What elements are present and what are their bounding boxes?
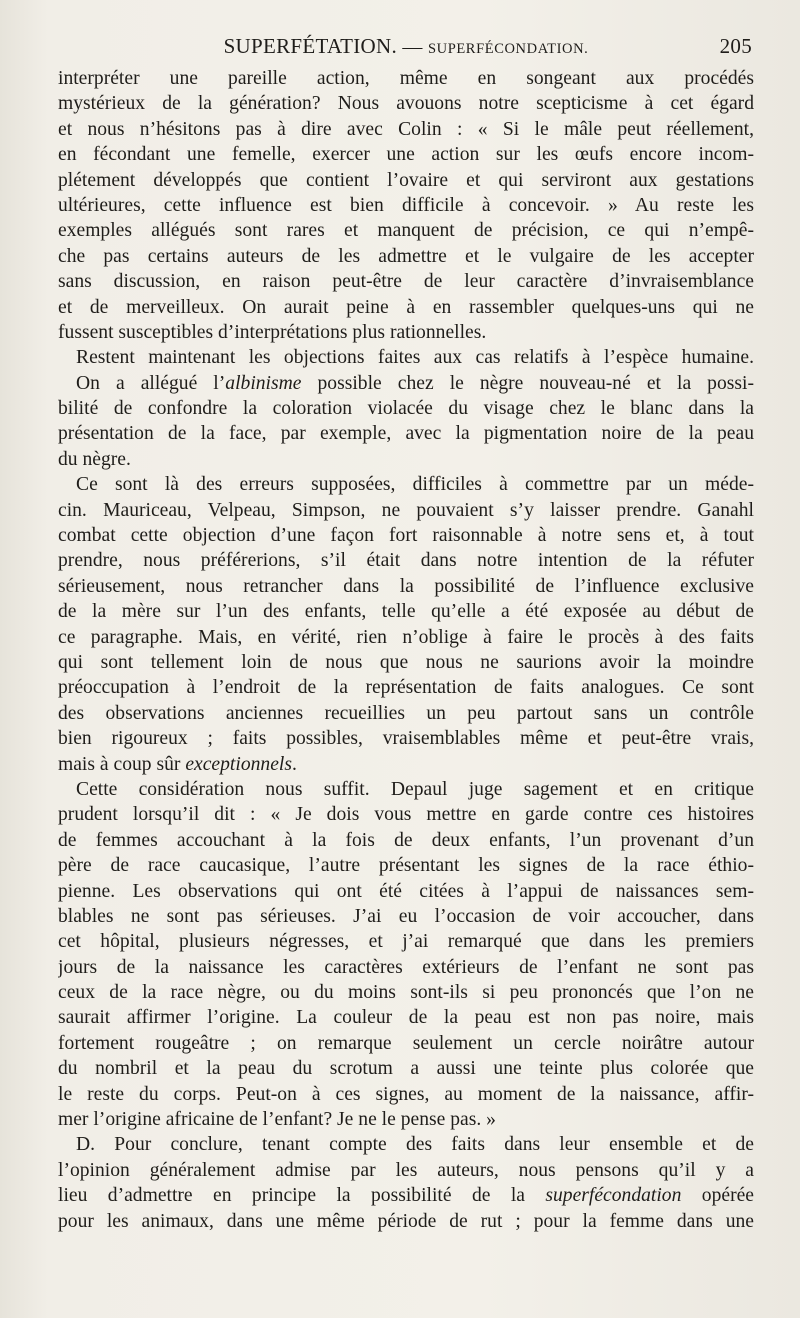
chapter-title: SUPERFÉTATION. — [223, 34, 398, 58]
text-line: Cette considération nous suffit. Depaul juge sagement et en critique — [76, 778, 754, 800]
header-dash: — — [402, 36, 423, 58]
text-line: préoccupation à l’endroit de la représentation de faits analogues. Ce sont — [58, 677, 754, 699]
page-body-text — [58, 66, 754, 1234]
text-line: qui sont tellement loin de nous que nous ne saurions avoir la moindre — [58, 651, 754, 673]
text-line: mystérieux de la génération? Nous avouons notre scepticisme à cet égard — [58, 93, 754, 115]
text-line: lieu d’admettre en principe la possibilité de la superfécondation opérée — [58, 1185, 754, 1207]
text-line: présentation de la face, par exemple, avec la pigmentation noire de la peau — [58, 423, 754, 445]
text-line: pienne. Les observations qui ont été citées à l’appui de naissances sem- — [58, 880, 754, 902]
text-line: prudent lorsqu’il dit : « Je dois vous mettre en garde contre ces histoires — [58, 804, 754, 826]
text-line: et de merveilleux. On aurait peine à en rassembler quelques-uns qui ne — [58, 296, 754, 318]
section-subtitle: SUPERFÉCONDATION. — [427, 41, 589, 57]
text-line: blables ne sont pas sérieuses. J’ai eu l’occasion de voir accoucher, dans — [58, 905, 754, 927]
text-line: et nous n’hésitons pas à dire avec Colin : « Si le mâle peut réellement, — [58, 118, 754, 140]
text-line: sans discussion, en raison peut-être de leur caractère d’invraisemblance — [58, 271, 754, 293]
text-line: bien rigoureux ; faits possibles, vraisemblables même et peut-être vrais, — [58, 728, 754, 750]
text-line: de femmes accouchant à la fois de deux enfants, l’un provenant d’un — [58, 829, 754, 851]
text-line: che pas certains auteurs de les admettre et le vulgaire de les accepter — [58, 245, 754, 267]
text-line: du nègre. — [58, 448, 131, 470]
text-line: Restent maintenant les objections faites aux cas relatifs à l’espèce humaine. — [76, 347, 754, 369]
text-line: cet hôpital, plusieurs négresses, et j’ai remarqué que dans les premiers — [58, 931, 754, 953]
text-line: mer l’origine africaine de l’enfant? Je ne le pense pas. » — [58, 1109, 496, 1131]
page-number: 205 — [719, 34, 752, 58]
running-header — [58, 30, 754, 62]
text-line: On a allégué l’albinisme possible chez le nègre nouveau-né et la possi- — [76, 372, 754, 394]
text-line: cin. Mauriceau, Velpeau, Simpson, ne pouvaient s’y laisser prendre. Ganahl — [58, 499, 754, 521]
text-line: fortement rougeâtre ; on remarque seulement un cercle noirâtre autour — [58, 1032, 754, 1054]
text-line: pour les animaux, dans une même période de rut ; pour la femme dans une — [58, 1210, 754, 1232]
text-line: ultérieures, cette influence est bien difficile à concevoir. » Au reste les — [58, 194, 754, 216]
text-line: exemples allégués sont rares et manquent de précision, ce qui n’empê- — [58, 220, 754, 242]
text-line: D. Pour conclure, tenant compte des faits dans leur ensemble et de — [76, 1134, 754, 1156]
text-line: plétement développés que contient l’ovaire et qui serviront aux gestations — [58, 169, 754, 191]
text-line: fussent susceptibles d’interprétations plus rationnelles. — [58, 321, 487, 343]
text-line: de la mère sur l’un des enfants, telle qu’elle a été exposée au début de — [58, 601, 754, 623]
text-line: l’opinion généralement admise par les auteurs, nous pensons qu’il y a — [58, 1159, 754, 1181]
text-line: ceux de la race nègre, ou du moins sont-ils si peu prononcés que l’on ne — [58, 982, 754, 1004]
text-line: père de race caucasique, l’autre présentant les signes de la race éthio- — [58, 855, 754, 877]
text-line: Ce sont là des erreurs supposées, difficiles à commettre par un méde- — [76, 474, 754, 496]
text-line: prendre, nous préférerions, s’il était dans notre intention de la réfuter — [58, 550, 754, 572]
text-line: du nombril et la peau du scrotum a aussi une teinte plus colorée que — [58, 1058, 754, 1080]
text-line: ce paragraphe. Mais, en vérité, rien n’oblige à faire le procès à des faits — [58, 626, 754, 648]
text-line: sérieusement, nous retrancher dans la possibilité de l’influence exclusive — [58, 575, 754, 597]
text-line: bilité de confondre la coloration violacée du visage chez le blanc dans la — [58, 398, 754, 420]
text-line: interpréter une pareille action, même en songeant aux procédés — [58, 68, 754, 89]
text-line: des observations anciennes recueillies un peu partout sans un contrôle — [58, 702, 754, 724]
text-line: combat cette objection d’une façon fort raisonnable à notre sens et, à tout — [58, 525, 754, 547]
text-line: saurait affirmer l’origine. La couleur de la peau est non pas noire, mais — [58, 1007, 754, 1029]
text-line: mais à coup sûr exceptionnels. — [58, 753, 297, 775]
header-title — [58, 30, 754, 65]
text-line: le reste du corps. Peut-on à ces signes, au moment de la naissance, affir- — [58, 1083, 754, 1105]
text-line: en fécondant une femelle, exercer une action sur les œufs encore incom- — [58, 144, 754, 166]
text-line: jours de la naissance les caractères extérieurs de l’enfant ne sont pas — [58, 956, 754, 978]
